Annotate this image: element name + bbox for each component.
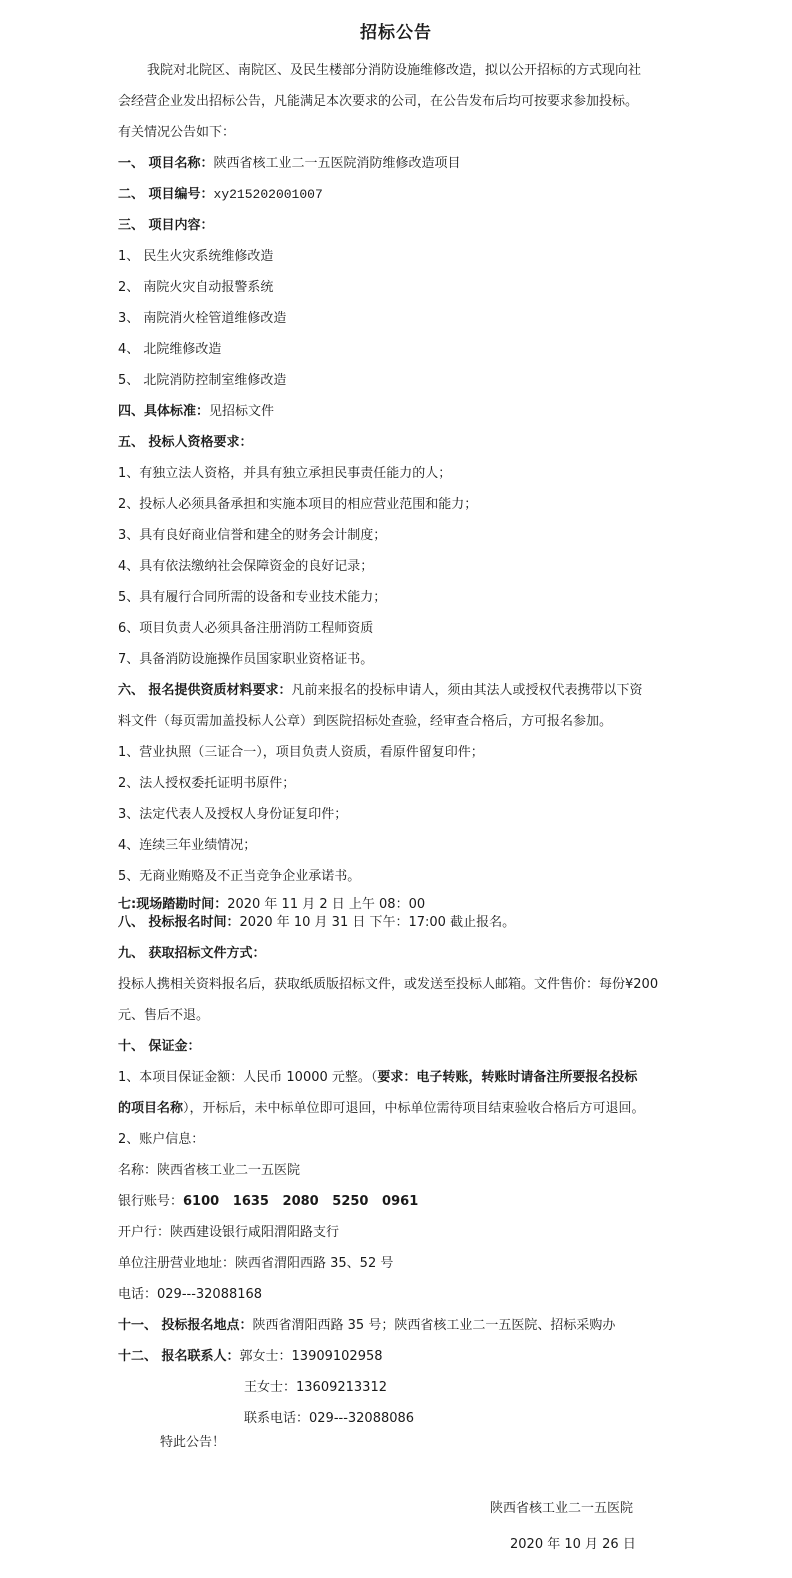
- list-item: 3、 南院消火栓管道维修改造: [118, 311, 287, 326]
- registration-time-value: 2020 年 10 月 31 日 下午：17:00 截止报名。: [239, 915, 516, 930]
- list-item: 2、 南院火灾自动报警系统: [118, 280, 274, 295]
- bid-docs-line-1: 投标人携相关资料报名后，获取纸质版招标文件，或发送至投标人邮箱。文件售价：每份¥200: [118, 977, 659, 992]
- list-item: 1、营业执照（三证合一），项目负责人资质，看原件留复印件；: [118, 745, 484, 760]
- list-item: 4、具有依法缴纳社会保障资金的良好记录；: [118, 559, 374, 574]
- section-deposit: 十、 保证金：: [118, 1039, 201, 1054]
- list-item: 2、法人授权委托证明书原件；: [118, 776, 296, 791]
- list-item: 5、无商业贿赂及不正当竞争企业承诺书。: [118, 869, 361, 884]
- list-item: 1、 民生火灾系统维修改造: [118, 249, 274, 264]
- contact-1: 郭女士：13909102958: [239, 1349, 383, 1364]
- section-contacts: [118, 1348, 383, 1366]
- section-label: 七:现场踏勘时间：: [118, 897, 228, 912]
- bid-docs-line-2: 元、售后不退。: [118, 1008, 210, 1023]
- section-label: 八、 投标报名时间：: [118, 915, 240, 930]
- deposit-refund: ），开标后，未中标单位即可退回，中标单位需待项目结束验收合格后方可退回。: [183, 1101, 645, 1116]
- list-item: 3、法定代表人及授权人身份证复印件；: [118, 807, 348, 822]
- contact-3: 联系电话：029---32088086: [244, 1411, 415, 1426]
- list-item: 3、具有良好商业信誉和建全的财务会计制度；: [118, 528, 387, 543]
- section-standard: [118, 403, 274, 421]
- section-site-visit: [118, 896, 425, 914]
- page-title: 招标公告: [360, 23, 432, 43]
- list-item: 4、连续三年业绩情况；: [118, 838, 257, 853]
- project-name-value: 陕西省核工业二一五医院消防维修改造项目: [213, 156, 461, 171]
- deposit-phone: 电话：029---32088168: [118, 1287, 263, 1302]
- list-item: 5、具有履行合同所需的设备和专业技术能力；: [118, 590, 387, 605]
- section-project-content: 三、 项目内容：: [118, 218, 214, 233]
- section-label: 一、 项目名称：: [118, 156, 214, 171]
- standard-value: 见招标文件: [209, 404, 275, 419]
- section-bid-docs: 九、 获取招标文件方式：: [118, 946, 266, 961]
- account-number: [118, 1193, 418, 1211]
- project-number-value: xy215202001007: [213, 187, 323, 202]
- deposit-requirement-cont: 的项目名称: [118, 1101, 184, 1116]
- intro-line-1: 我院对北院区、南院区、及民生楼部分消防设施维修改造，拟以公开招标的方式现向社: [147, 63, 642, 78]
- section-label: 四、具体标准：: [118, 404, 210, 419]
- list-item: 7、具备消防设施操作员国家职业资格证书。: [118, 652, 374, 667]
- section-label: 二、 项目编号：: [118, 187, 214, 202]
- account-number-label: 银行账号：: [118, 1194, 184, 1209]
- section-qualification: 五、 投标人资格要求：: [118, 435, 253, 450]
- site-visit-value: 2020 年 11 月 2 日 上午 08：00: [227, 897, 426, 912]
- bank-branch: 开户行：陕西建设银行咸阳渭阳路支行: [118, 1225, 340, 1240]
- section-project-name: [118, 155, 461, 173]
- deposit-item-1-cont: [118, 1100, 645, 1118]
- account-number-value: 6100 1635 2080 5250 0961: [183, 1194, 419, 1209]
- list-item: 2、投标人必须具备承担和实施本项目的相应营业范围和能力；: [118, 497, 478, 512]
- list-item: 4、 北院维修改造: [118, 342, 222, 357]
- closing-text: 特此公告！: [160, 1435, 226, 1450]
- deposit-item-1: [118, 1069, 637, 1087]
- intro-line-3: 有关情况公告如下：: [118, 125, 236, 140]
- section-label: 十一、 投标报名地点：: [118, 1318, 253, 1333]
- materials-text-2: 料文件（每页需加盖投标人公章）到医院招标处查验，经审查合格后，方可报名参加。: [118, 714, 613, 729]
- signature-org: 陕西省核工业二一五医院: [490, 1501, 634, 1516]
- materials-text-1: 凡前来报名的投标申请人，须由其法人或授权代表携带以下资: [291, 683, 643, 698]
- deposit-item-2: 2、账户信息：: [118, 1132, 205, 1147]
- deposit-requirement: 要求：电子转账，转账时请备注所要报名投标: [377, 1070, 638, 1085]
- section-registration-time: [118, 914, 515, 932]
- section-project-number: [118, 186, 323, 204]
- section-materials: [118, 682, 643, 700]
- signature-date: 2020 年 10 月 26 日: [510, 1537, 636, 1552]
- contact-2: 王女士：13609213312: [244, 1380, 387, 1395]
- account-name: [118, 1162, 300, 1180]
- registered-address: 单位注册营业地址：陕西省渭阳西路 35、52 号: [118, 1256, 394, 1271]
- account-name-label: 名称：: [118, 1163, 158, 1178]
- list-item: 1、有独立法人资格，并具有独立承担民事责任能力的人；: [118, 466, 452, 481]
- deposit-amount: 1、本项目保证金额：人民币 10000 元整。（: [118, 1070, 378, 1085]
- location-value: 陕西省渭阳西路 35 号；陕西省核工业二一五医院、招标采购办: [252, 1318, 616, 1333]
- section-label: 十二、 报名联系人：: [118, 1349, 240, 1364]
- section-label: 六、 报名提供资质材料要求：: [118, 683, 292, 698]
- intro-line-2: 会经营企业发出招标公告，凡能满足本次要求的公司，在公告发布后均可按要求参加投标。: [118, 94, 639, 109]
- list-item: 5、 北院消防控制室维修改造: [118, 373, 287, 388]
- list-item: 6、项目负责人必须具备注册消防工程师资质: [118, 621, 374, 636]
- account-name-value: 陕西省核工业二一五医院: [157, 1163, 301, 1178]
- section-location: [118, 1317, 615, 1335]
